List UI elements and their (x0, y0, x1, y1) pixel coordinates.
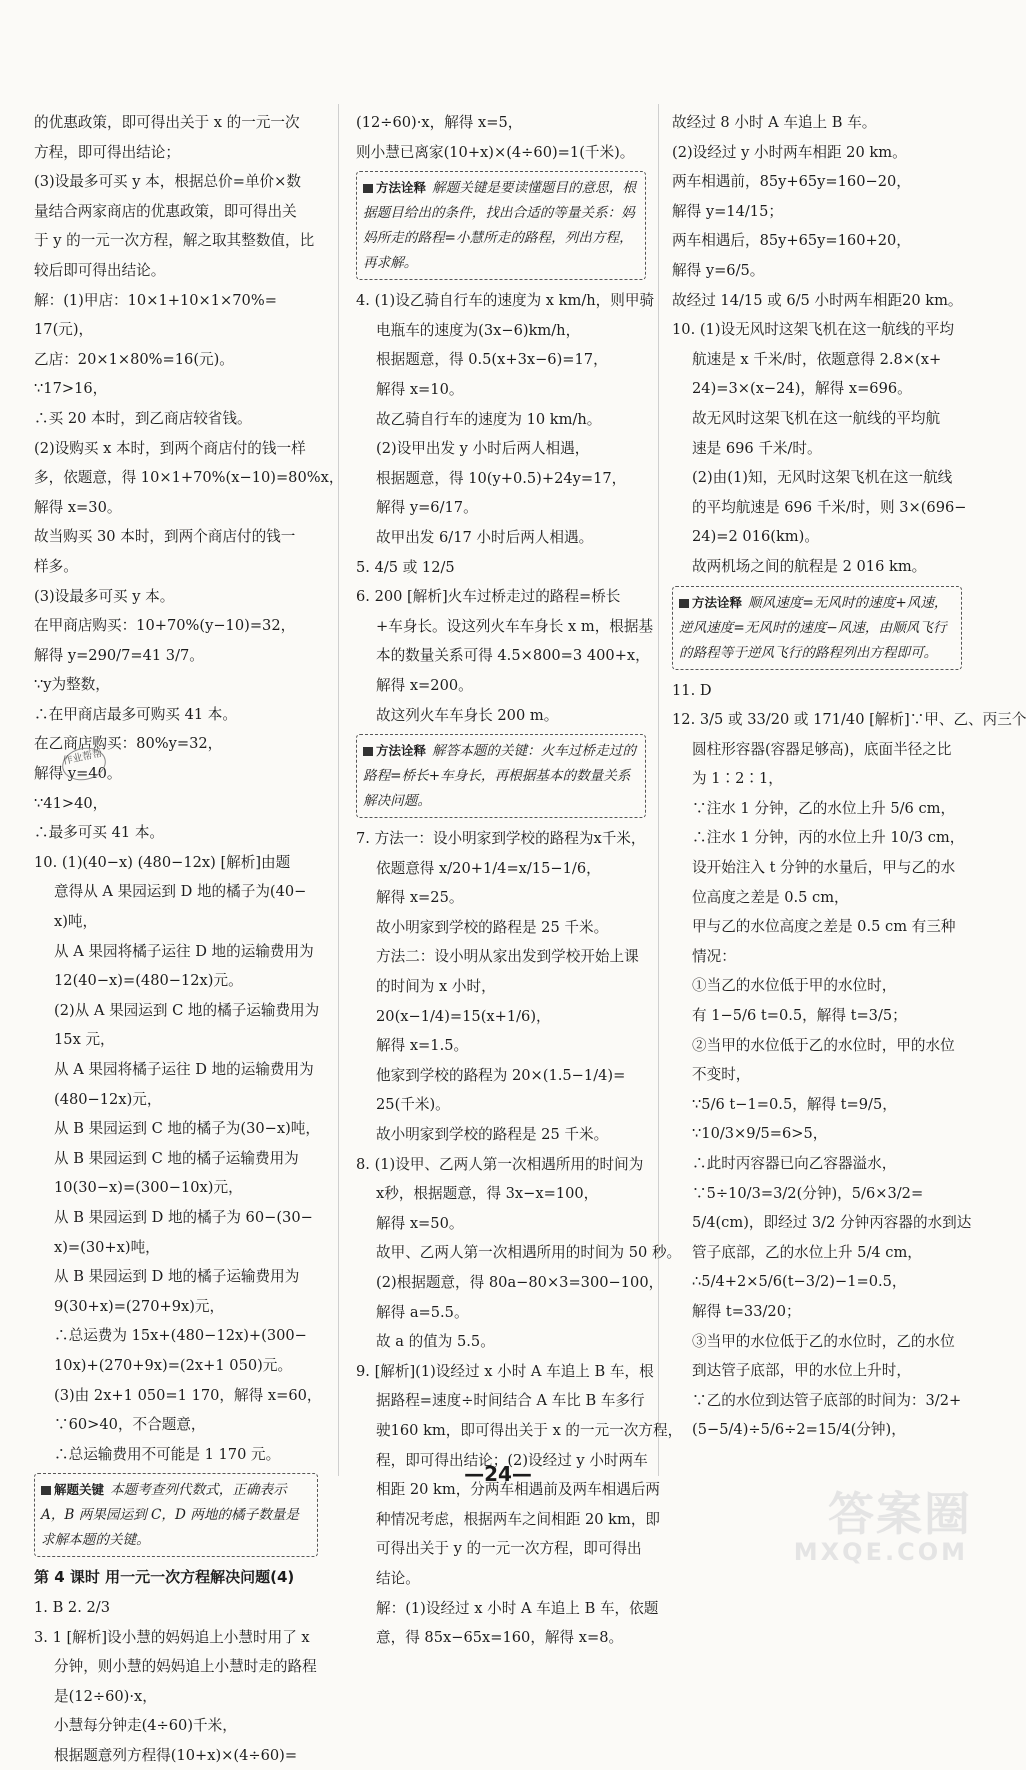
text-line: 管子底部，乙的水位上升 5/4 cm， (692, 1243, 922, 1261)
text-line: (2)设经过 y 小时两车相距 20 km。 (672, 143, 907, 161)
text-line: 据路程=速度÷时间结合 A 车比 B 车多行 (376, 1392, 645, 1410)
text-line: (2)由(1)知，无风时这架飞机在这一航线 (692, 469, 953, 487)
text-line: 10. (1)(40−x) (480−12x) [解析]由题 (34, 853, 291, 871)
text-line: 7. 方法一：设小明家到学校的路程为x千米， (356, 830, 646, 848)
text-line: 4. (1)设乙骑自行车的速度为 x km/h，则甲骑 (356, 292, 655, 310)
text-line: 程，即可得出结论；(2)设经过 y 小时两车 (376, 1451, 648, 1469)
text-line: (2)从 A 果园运到 C 地的橘子运输费用为 (54, 1001, 320, 1019)
text-line: 意，得 85x−65x=160，解得 x=8。 (376, 1629, 624, 1647)
text-line: 两车相遇前，85y+65y=160−20， (672, 173, 911, 191)
text-line: 速是 696 千米/时。 (692, 439, 822, 457)
text-line: 根据题意，得 10(y+0.5)+24y=17， (376, 469, 627, 487)
note-tag: 方法诠释 (679, 590, 742, 615)
text-line: ∵乙的水位到达管子底部的时间为：3/2+ (692, 1391, 962, 1409)
text-line: 样多。 (34, 557, 78, 575)
text-line: 根据题意列方程得(10+x)×(4÷60)= (54, 1746, 298, 1764)
column-middle (356, 108, 683, 1647)
text-line: 20(x−1/4)=15(x+1/6)， (376, 1007, 551, 1025)
text-line: 从 B 果园运到 D 地的橘子运输费用为 (54, 1268, 300, 1286)
text-line: 3. 1 [解析]设小慧的妈妈追上小慧时用了 x (34, 1628, 310, 1646)
text-line: 种情况考虑，根据两车之间相距 20 km，即 (376, 1510, 661, 1528)
text-line: 解：(1)甲店：10×1+10×1×70%= (34, 291, 277, 309)
text-line: 解得 y=6/5。 (672, 261, 765, 279)
text-line: 的优惠政策，即可得出关于 x 的一元一次 (34, 114, 300, 131)
stamp-mark: 作业帮帮 (59, 744, 109, 784)
text-line: ∵60>40，不合题意， (54, 1416, 206, 1434)
text-line: 故小明家到学校的路程是 25 千米。 (376, 1126, 609, 1144)
text-line: 是(12÷60)·x， (54, 1687, 157, 1705)
method-note-box (356, 171, 646, 280)
text-line: 解得 y=40。 (34, 765, 122, 783)
text-line: (2)设购买 x 本时，到两个商店付的钱一样 (34, 439, 306, 457)
text-line: 在甲商店购买：10+70%(y−10)=32， (34, 617, 296, 635)
text-line: ∴5/4+2×5/6(t−3/2)−1=0.5， (692, 1273, 907, 1291)
text-line: 分钟，则小慧的妈妈追上小慧时走的路程 (54, 1658, 317, 1676)
text-line: 量结合两家商店的优惠政策，即可得出关 (34, 202, 297, 220)
text-line: 圆柱形容器(容器足够高)，底面半径之比 (692, 740, 952, 758)
text-line: 故乙骑自行车的速度为 10 km/h。 (376, 410, 602, 428)
column-right (672, 108, 1026, 1480)
text-line: 从 A 果园将橘子运往 D 地的运输费用为 (54, 942, 314, 960)
text-line: 两车相遇后，85y+65y=160+20， (672, 232, 911, 250)
text-line: 故两机场之间的航程是 2 016 km。 (692, 557, 927, 575)
text-line: 9. [解析](1)设经过 x 小时 A 车追上 B 车，根 (356, 1362, 654, 1380)
text-line: 航速是 x 千米/时，依题意得 2.8×(x+ (692, 350, 942, 368)
text-line: ∵y为整数， (34, 676, 110, 694)
text-line: 12. 3/5 或 33/20 或 171/40 [解析]∵甲、乙、丙三个 (672, 711, 1026, 729)
text-line: (3)设最多可买 y 本，根据总价=单价×数 (34, 173, 301, 191)
text-line: x)吨， (54, 913, 98, 931)
text-line: 故小明家到学校的路程是 25 千米。 (376, 918, 609, 936)
watermark-text: 答案圈 (828, 1487, 972, 1541)
text-line: 故这列火车车身长 200 m。 (376, 706, 559, 724)
text-line: (2)设甲出发 y 小时后两人相遇， (376, 440, 590, 458)
text-line: 小慧每分钟走(4÷60)千米， (54, 1717, 237, 1735)
text-line: 故经过 8 小时 A 车追上 B 车。 (672, 114, 877, 131)
text-line: ∴买 20 本时，到乙商店较省钱。 (34, 409, 252, 427)
text-line: 故甲出发 6/17 小时后两人相遇。 (376, 528, 594, 546)
note-body: 解题关键是要读懂题目的意思，根据题目给出的条件，找出合适的等量关系：妈妈所走的路程=小慧所走的路程，列出方程，再求解。 (363, 180, 636, 272)
text-line: 从 B 果园运到 C 地的橘子为(30−x)吨， (54, 1120, 320, 1138)
text-line: 解得 x=50。 (376, 1214, 464, 1232)
text-line: 多，依题意，得 10×1+70%(x−10)=80%x， (34, 469, 344, 487)
method-note-box (356, 734, 646, 818)
text-line: ③当甲的水位低于乙的水位时，乙的水位 (692, 1332, 955, 1350)
text-line: 10(30−x)=(300−10x)元， (54, 1179, 243, 1197)
text-line: 相距 20 km，分两车相遇前及两车相遇后两 (376, 1481, 661, 1499)
text-line: 电瓶车的速度为(3x−6)km/h， (376, 321, 581, 339)
text-line: 于 y 的一元一次方程，解之取其整数值，比 (34, 232, 315, 250)
text-line: 6. 200 [解析]火车过桥走过的路程=桥长 (356, 588, 621, 606)
note-tag: 方法诠释 (363, 175, 426, 200)
text-line: 情况： (692, 947, 736, 965)
text-line: 11. D (672, 681, 712, 699)
note-body: 解答本题的关键：火车过桥走过的路程=桥长+车身长，再根据基本的数量关系解决问题。 (363, 743, 636, 810)
text-line: ∵5/6 t−1=0.5，解得 t=9/5， (692, 1095, 897, 1113)
text-line: 意得从 A 果园运到 D 地的橘子为(40− (54, 883, 307, 901)
text-line: 根据题意，得 0.5(x+3x−6)=17， (376, 351, 608, 369)
text-line: ∵41>40， (34, 794, 108, 812)
text-line: ∴此时丙容器已向乙容器溢水， (692, 1155, 897, 1172)
text-line: 的时间为 x 小时， (376, 978, 496, 996)
text-line: (12÷60)·x，解得 x=5， (356, 114, 523, 131)
text-line: 15x 元， (54, 1031, 115, 1049)
watermark-logo (792, 1472, 972, 1572)
text-line: 在乙商店购买：80%y=32， (34, 735, 223, 753)
text-line: 方程，即可得出结论； (34, 143, 180, 161)
text-line: 解得 x=10。 (376, 380, 464, 398)
text-line: ∴最多可买 41 本。 (34, 824, 165, 842)
text-line: 9(30+x)=(270+9x)元， (54, 1297, 225, 1315)
text-line: 24)=3×(x−24)，解得 x=696。 (692, 380, 912, 398)
text-line: 故甲、乙两人第一次相遇所用的时间为 50 秒。 (376, 1244, 682, 1262)
text-line: 5. 4/5 或 12/5 (356, 558, 455, 576)
text-line: (3)由 2x+1 050=1 170，解得 x=60， (54, 1386, 322, 1404)
text-line: ∵5÷10/3=3/2(分钟)，5/6×3/2= (692, 1184, 924, 1202)
text-line: 解：(1)设经过 x 小时 A 车追上 B 车，依题 (376, 1599, 659, 1617)
text-line: 12(40−x)=(480−12x)元。 (54, 972, 243, 990)
text-line: 故当购买 30 本时，到两个商店付的钱一 (34, 528, 296, 546)
text-line: 5/4(cm)，即经过 3/2 分钟丙容器的水到达 (692, 1214, 972, 1232)
text-line: 本的数量关系可得 4.5×800=3 400+x， (376, 647, 650, 665)
watermark-url: MXQE.COM (793, 1538, 968, 1566)
note-text (363, 175, 639, 276)
text-line: 8. (1)设甲、乙两人第一次相遇所用的时间为 (356, 1155, 644, 1173)
text-line: 24)=2 016(km)。 (692, 528, 819, 546)
text-line: 解得 y=14/15； (672, 202, 783, 220)
text-line: ∵10/3×9/5=6>5， (692, 1125, 828, 1143)
text-line: x秒，根据题意，得 3x−x=100， (376, 1185, 599, 1203)
text-line: 不变时， (692, 1066, 751, 1084)
note-text (679, 590, 955, 666)
text-line: 他家到学校的路程为 20×(1.5−1/4)= (376, 1066, 626, 1084)
text-line: 25(千米)。 (376, 1096, 450, 1114)
note-text (41, 1477, 311, 1553)
text-line: 解得 y=290/7=41 3/7。 (34, 646, 204, 664)
page-number: —24— (464, 1462, 532, 1486)
text-line: 从 B 果园运到 D 地的橘子为 60−(30− (54, 1208, 313, 1226)
text-line: ∴总运输费用不可能是 1 170 元。 (54, 1445, 281, 1463)
text-line: 结论。 (376, 1569, 420, 1587)
text-line: 乙店：20×1×80%=16(元)。 (34, 350, 234, 368)
note-tag: 方法诠释 (363, 738, 426, 763)
text-line: 依题意得 x/20+1/4=x/15−1/6， (376, 859, 601, 877)
text-line: 设开始注入 t 分钟的水量后，甲与乙的水 (692, 859, 956, 877)
text-line: 从 B 果园运到 C 地的橘子运输费用为 (54, 1149, 299, 1167)
text-line: ∴总运费为 15x+(480−12x)+(300− (54, 1327, 307, 1345)
column-left (34, 108, 344, 1764)
text-line: (3)设最多可买 y 本。 (34, 587, 175, 605)
text-line: 到达管子底部，甲的水位上升时， (692, 1362, 911, 1380)
text-line: ∴注水 1 分钟，丙的水位上升 10/3 cm， (692, 829, 965, 847)
text-line: 甲与乙的水位高度之差是 0.5 cm 有三种 (692, 918, 956, 936)
text-line: 的平均航速是 696 千米/时，则 3×(696− (692, 498, 967, 516)
text-line: 10x)+(270+9x)=(2x+1 050)元。 (54, 1356, 293, 1374)
text-line: ①当乙的水位低于甲的水位时， (692, 977, 897, 995)
note-text (363, 738, 639, 814)
text-line: 则小慧已离家(10+x)×(4÷60)=1(千米)。 (356, 143, 635, 161)
text-line: 1. B 2. 2/3 (34, 1598, 110, 1616)
text-line: 解得 a=5.5。 (376, 1303, 469, 1321)
text-line: 解得 x=30。 (34, 498, 122, 516)
text-line: 解得 x=200。 (376, 676, 473, 694)
text-line: ∵17>16， (34, 380, 108, 398)
note-tag: 解题关键 (41, 1477, 104, 1502)
text-line: 10. (1)设无风时这架飞机在这一航线的平均 (672, 321, 955, 339)
text-line: 解得 x=25。 (376, 889, 464, 907)
text-line: 从 A 果园将橘子运往 D 地的运输费用为 (54, 1061, 314, 1078)
text-line: 较后即可得出结论。 (34, 261, 166, 279)
text-line: 故 a 的值为 5.5。 (376, 1333, 495, 1351)
text-line: 解得 y=6/17。 (376, 499, 478, 517)
text-line: 驶160 km，即可得出关于 x 的一元一次方程， (376, 1421, 683, 1439)
note-body: 顺风速度=无风时的速度+风速，逆风速度=无风时的速度−风速，由顺风飞行的路程等于逆风飞行的路程列出方程即可。 (679, 594, 948, 661)
text-line: (2)根据题意，得 80a−80×3=300−100， (376, 1274, 664, 1291)
method-note-box (672, 586, 962, 670)
column-divider (338, 104, 339, 1476)
text-line: 故经过 14/15 或 6/5 小时两车相距20 km。 (672, 291, 963, 309)
text-line: 可得出关于 y 的一元一次方程，即可得出 (376, 1540, 642, 1558)
text-line: 解得 t=33/20； (692, 1302, 801, 1320)
text-line: ∵注水 1 分钟，乙的水位上升 5/6 cm， (692, 799, 956, 817)
section-title: 第 4 课时 用一元一次方程解决问题(4) (34, 1568, 295, 1587)
note-body: 本题考查列代数式，正确表示 A，B 两果园运到 C，D 两地的橘子数量是求解本题的关键。 (41, 1482, 299, 1549)
text-line: +车身长。设这列火车车身长 x m，根据基 (376, 617, 654, 635)
text-line: 有 1−5/6 t=0.5，解得 t=3/5； (692, 1007, 907, 1025)
text-line: ②当甲的水位低于乙的水位时，甲的水位 (692, 1036, 955, 1054)
text-line: 故无风时这架飞机在这一航线的平均航 (692, 409, 941, 427)
text-line: 方法二：设小明从家出发到学校开始上课 (376, 948, 639, 966)
text-line: 17(元)， (34, 321, 94, 339)
text-line: 位高度之差是 0.5 cm， (692, 888, 849, 906)
text-line: 解得 x=1.5。 (376, 1037, 469, 1055)
text-line: ∴在甲商店最多可购买 41 本。 (34, 705, 237, 723)
text-line: x)=(30+x)吨， (54, 1238, 160, 1256)
text-line: (480−12x)元， (54, 1090, 162, 1108)
text-line: 为 1∶2∶1， (692, 770, 783, 788)
text-line: (5−5/4)÷5/6÷2=15/4(分钟)， (692, 1421, 906, 1439)
